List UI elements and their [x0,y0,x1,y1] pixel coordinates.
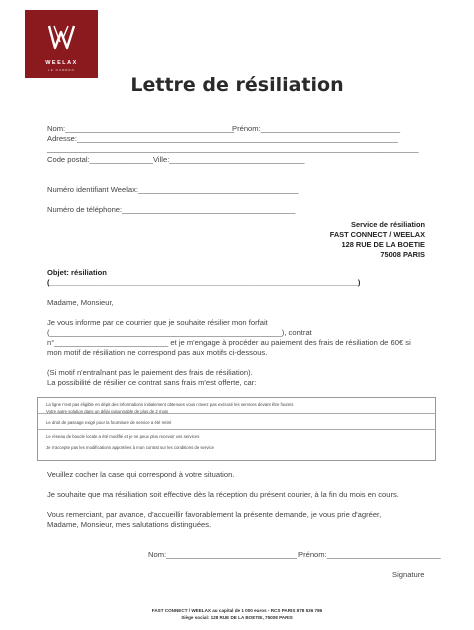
recipient-line: FAST CONNECT / WEELAX [329,230,425,239]
recipient-line: 75008 PARIS [380,250,425,259]
body-line: (Si motif n'entraînant pas le paiement des frais de résiliation). [47,368,253,377]
forfait-field[interactable]: (_______________________________________________________), contrat [47,328,312,337]
contrat-field[interactable]: n°___________________________ et je m'engage à procéder au paiement des frais de résiliation de 60€ si [47,338,411,347]
body-line: Je vous informe par ce courrier que je souhaite résilier mon forfait [47,318,268,327]
logo-emblem-icon [46,22,77,56]
identifiant-field[interactable]: Numéro identifiant Weelax:______________________________________ [47,185,299,194]
closing-line: Vous remerciant, par avance, d'accueillir favorablement la présente demande, je vous prie d'agréer, [47,510,382,519]
closing-line: Veuillez cocher la case qui correspond à votre situation. [47,470,235,479]
logo-tagline: LE NUMÉRO [48,68,75,72]
logo-brand: WEELAX [45,60,78,66]
footer-line: Siège social: 128 RUE DE LA BOETIE, 75008 PARIS [181,615,293,620]
nom-field[interactable]: Nom:________________________________________ [47,124,235,133]
closing-line: Madame, Monsieur, mes salutations distinguées. [47,520,212,529]
salutation: Madame, Monsieur, [47,298,114,307]
adresse-field-line-2[interactable]: ________________________________________________________________________________________ [47,144,419,153]
page-title: Lettre de résiliation [130,74,344,96]
signature-label: Signature [392,570,425,579]
motif-label: Le réseau de boucle locale a été modifié et je ne peux plus recevoir vos services [46,434,200,439]
footer-line: FAST CONNECT / WEELAX au capital de 1 000 euros - RCS PARIS 878 536 786 [151,608,323,613]
motif-row[interactable] [38,414,435,430]
motifs-table [37,397,436,461]
recipient-line: Service de résiliation [351,220,425,229]
recipient-line: 128 RUE DE LA BOETIE [341,240,425,249]
body-line: mon motif de résiliation ne correspond pas aux motifs ci-dessous. [47,348,268,357]
weelax-logo [25,10,98,78]
motif-label: Votre autre solution dans un délai raisonnable de plus de 2 mois [46,409,169,414]
motif-row[interactable] [38,398,435,414]
motif-label: La ligne n'est pas éligible en dépit des informations initialement obtenues vous n'avez pas exécuté les services devant être fournis [46,402,294,407]
objet-label: Objet: résiliation [47,268,107,277]
code-postal-ville-field[interactable]: Code postal:_______________Ville:________________________________ [47,155,305,164]
adresse-field[interactable]: Adresse:____________________________________________________________________________ [47,134,398,143]
motif-row[interactable] [38,430,435,462]
motif-label: Le droit de passage exigé pour la fourniture de service a été retiré [46,420,172,425]
objet-field[interactable]: (_________________________________________________________________________) [47,278,361,287]
motif-label: Je n'accepte pas les modifications apportées à mon contrat sur les conditions de service [46,445,215,450]
telephone-field[interactable]: Numéro de téléphone:_________________________________________ [47,205,296,214]
signature-prenom-field[interactable]: Prénom:___________________________ [298,550,441,559]
body-line: La possibilité de résilier ce contrat sans frais m'est offerte, car: [47,378,257,387]
signature-nom-field[interactable]: Nom:_______________________________ [148,550,298,559]
closing-line: Je souhaite que ma résiliation soit effective dès la réception du présent courier, à la fin du mois en cours. [47,490,399,499]
prenom-field[interactable]: Prénom:_________________________________ [232,124,401,133]
